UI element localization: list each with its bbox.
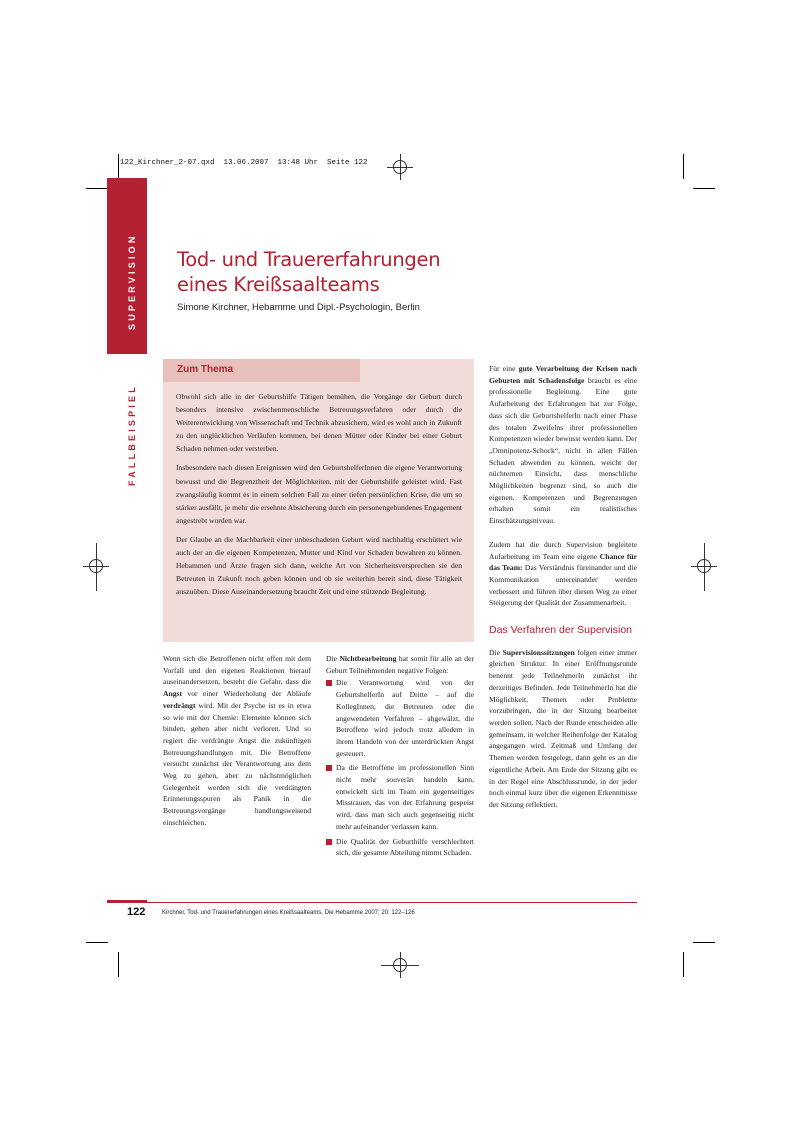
column-3-paragraph: Zudem hat die durch Supervision begleitete Aufarbeitung im Team eine eigene Chance für das Team: Das Verständnis füreinander und die Kommunikation untereinander werden verbessert und führen über diesen Weg zu einer Steigerung der Qualität der Zusammenarbeit.: [489, 539, 637, 608]
author-byline: Simone Kirchner, Hebamme und Dipl.-Psychologin, Berlin: [177, 302, 420, 313]
body-column-3: [489, 363, 637, 819]
crop-mark: [86, 942, 108, 943]
list-item: Die Verantwortung wird von der GeburtshelferIn auf Dritte – auf die KollegInnen, die Betreuten oder die angewendeten Verfahren – abgewälzt, die Betroffene wird jedoch trotz alledem in ihrem Handeln von der unterdrückten Angst gesteuert.: [326, 677, 474, 759]
list-item: Die Qualität der Geburthilfe verschlechtert sich, die gesamte Abteilung nimmt Schaden.: [326, 836, 474, 859]
section-heading: Das Verfahren der Supervision: [489, 624, 632, 637]
crop-mark: [693, 188, 715, 189]
title-line-2: eines Kreißsaalteams: [177, 273, 380, 296]
topic-paragraph: Insbesondere nach diesen Ereignissen wird den GeburtshelferInnen die eigene Verantwortung bewusst und die Begrenztheit der Möglichkeiten, mit der Geburtshilfe geleistet wird. Fast zwangsläufig kommt es in einem solchen Fall zu einer tiefen persönlichen Krise, die um so stärker ausfällt, je mehr die ersehnte Absicherung durch ein personengebundenes Engagement angestrebt worden war.: [176, 463, 462, 525]
topic-box-heading: Zum Thema: [177, 364, 234, 375]
section-label: SUPERVISION: [127, 233, 137, 330]
column-3-paragraph: Für eine gute Verarbeitung der Krisen nach Geburten mit Schadensfolge braucht es eine professionelle Begleitung. Eine gute Aufarbeitung der Erfahrungen hat zur Folge, dass sich die GeburtshelferIn nach einer Phase des totalen Zweifelns ihrer professionellen Kompetenzen wieder bewusst werden kann. Der „Omnipotenz-Schock“, nicht in allen Fällen Schaden abwenden zu können, weicht der nüchternen Einsicht, dass menschliche Möglichkeiten begrenzt sind, so auch die eigenen. Kompetenzen und Begrenzungen erhalten somit ein realistisches Einschätzungsniveau.: [489, 364, 637, 526]
topic-paragraph: Der Glaube an die Machbarkeit einer unbeschadeten Geburt wird nachhaltig erschüttert wie auch der an die eigenen Kompetenzen, Mutter und Kind vor Schaden bewahren zu können. Hebammen und Ärzte fragen sich dann, welche Art von Sicherheitsversprechen sie den Betreuten in Zukunft noch geben können und ob sie weiterhin bereit sind, diese Tätigkeit auszuüben. Diese Auseinandersetzung braucht Zeit und eine stützende Begleitung.: [176, 534, 462, 597]
crop-mark: [693, 942, 715, 943]
crop-mark: [683, 154, 684, 179]
topic-box-text: [176, 390, 462, 604]
crop-mark: [118, 154, 119, 179]
crop-mark: [118, 952, 119, 977]
print-slug: 122_Kirchner_2-07.qxd 13.06.2007 13:48 Uhr Seite 122: [120, 159, 368, 167]
bullet-square-icon: [326, 765, 332, 771]
page-number: 122: [127, 906, 146, 918]
body-column-1: [163, 653, 311, 837]
category-label: FALLBEISPIEL: [127, 384, 137, 486]
body-column-2: [326, 653, 474, 862]
title-line-1: Tod- und Trauererfahrungen: [177, 248, 441, 271]
crop-mark: [683, 952, 684, 977]
footer-rule-thick: [107, 900, 147, 903]
footer-citation: Kirchner, Tod- und Trauererfahrungen eines Kreißsaalteams, Die Hebamme 2007; 20: 122–126: [162, 910, 415, 916]
list-item: Da die Betroffene im professionellen Sinn nicht mehr souverän handeln kann, entwickelt sich im Team ein gegenseitiges Misstrauen, das von der Erfahrung gespeist wird, dass man sich auch gegenseitig nicht mehr aufeinander verlassen kann.: [326, 762, 474, 832]
bullet-square-icon: [326, 839, 332, 845]
consequence-list: [326, 677, 474, 859]
topic-box: [163, 359, 474, 642]
crop-mark: [86, 188, 108, 189]
topic-paragraph: Obwohl sich alle in der Geburtshilfe Tätigen bemühen, die Vorgänge der Geburt durch besonders intensive zwischenmenschliche Betreuungsverfahren oder durch die Weiterentwicklung von Wissenschaft und Technik abzusichern, wird es wohl auch in Zukunft zu den unglücklichen Verläufen kommen, bei denen Mütter oder Kinder bei einer Geburt Schaden nehmen oder versterben.: [176, 392, 462, 454]
column-3-paragraph: Die Supervisionssitzungen folgen einer immer gleichen Struktur. In einer Eröffnungsrunde benennt jede TeilnehmerIn zunächst ihr derzeitiges Befinden. Jede TeilnehmerIn hat die Möglichkeit, Themen oder Probleme vorzubringen, die in der Sitzung bearbeitet werden sollen. Nach der Runde entscheiden alle gemeinsam, in welcher Reihenfolge der Katalog angegangen wird. Zeitmaß und Umfang der Themen werden festgelegt, dann geht es an die eigentliche Arbeit. Am Ende der Sitzung gibt es in der Regel eine Abschlussrunde, in der jeder noch einmal kurz über die eigenen Erkenntnisse der Sitzung reflektiert.: [489, 647, 637, 809]
column-1-paragraph: Wenn sich die Betroffenen nicht offen mit dem Vorfall und den eigenen Reaktionen hierauf auseinandersetzen, besteht die Gefahr, dass die Angst vor einer Wiederholung der Abläufe verdrängt wird. Mit der Psyche ist es in etwa so wie mit der Chemie: Elemente können sich binden, gehen aber nicht verloren. Und so regiert die verdrängte Angst die zukünftigen Betreuungshandlungen mit. Die Betroffene versucht zunächst der Verantwortung aus dem Weg zu gehen, aber zu nächstmöglichen Gelegenheit werden sich die verdrängten Erinnerungsspuren als Panik in die Betreuungsvorgänge handlungsweisend einschleichen.: [163, 654, 311, 827]
topic-box-header: [163, 359, 360, 382]
article-title: [177, 247, 497, 297]
column-2-intro: Die Nichtbearbeitung hat somit für alle an der Geburt Teilnehmenden negative Folgen:: [326, 654, 474, 675]
bullet-square-icon: [326, 680, 332, 686]
footer-rule: [147, 902, 637, 903]
